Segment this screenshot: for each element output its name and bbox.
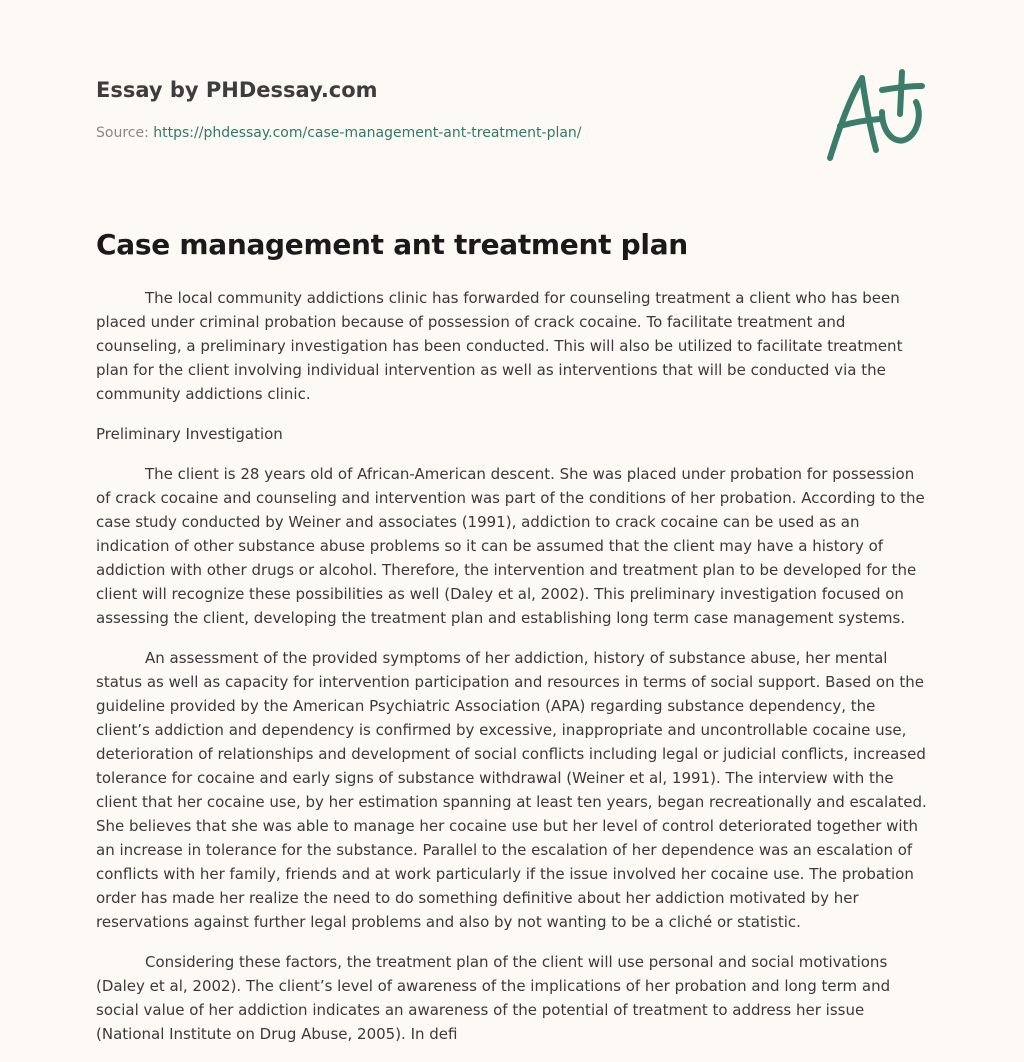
section-heading: Preliminary Investigation — [96, 425, 283, 443]
site-brand: Essay by PHDessay.com — [96, 78, 378, 102]
essay-title: Case management ant treatment plan — [96, 228, 688, 261]
source-label: Source: — [96, 125, 154, 141]
paragraph-client: The client is 28 years old of African-American descent. She was placed under probation for possession of crack cocaine and counseling and intervention was part of the conditions of her probation. According to the case study conducted by Weiner and associates (1991), addiction to crack cocaine can be used as an indication of other substance abuse problems so it can be assumed that the client may have a history of addiction with other drugs or alcohol. Therefore, the intervention and treatment plan to be developed for the client will recognize these possibilities as well (Daley et al, 2002). This preliminary investigation focused on assessing the client, developing the treatment plan and establishing long term case management systems. — [96, 465, 925, 627]
source-link[interactable]: https://phdessay.com/case-management-ant-treatment-plan/ — [153, 125, 582, 141]
a-plus-logo-icon — [820, 66, 930, 166]
paragraph-assessment: An assessment of the provided symptoms of her addiction, history of substance abuse, her mental status as well as capacity for intervention participation and resources in terms of social support. Based on the guideline provided by the American Psychiatric Association (APA) regarding substance dependency, the client’s addiction and dependency is confirmed by excessive, inappropriate and uncontrollable cocaine use, deterioration of relationships and development of social conflicts including legal or judicial conflicts, increased tolerance for cocaine and early signs of substance withdrawal (Weiner et al, 1991). The interview with the client that her cocaine use, by her estimation spanning at least ten years, began recreationally and escalated. She believes that she was able to manage her cocaine use but her level of control deteriorated together with an increase in tolerance for the substance. Parallel to the escalation of her dependence was an escalation of conflicts with her family, friends and at work particularly if the issue involved her cocaine use. The probation order has made her realize the need to do something definitive about her addiction motivated by her reservations against further legal problems and also by not wanting to be a cliché or statistic. — [96, 649, 927, 931]
paragraph-intro: The local community addictions clinic has forwarded for counseling treatment a client who has been placed under criminal probation because of possession of crack cocaine. To facilitate treatment and counseling, a preliminary investigation has been conducted. This will also be utilized to facilitate treatment plan for the client involving individual intervention as well as interventions that will be conducted via the community addictions clinic. — [96, 289, 903, 403]
paragraph-treatment: Considering these factors, the treatment plan of the client will use personal and social motivations (Daley et al, 2002). The client’s level of awareness of the implications of her probation and long term and social value of her addiction indicates an awareness of the potential of treatment to address her issue (National Institute on Drug Abuse, 2005). In defi — [96, 953, 891, 1043]
essay-body — [96, 286, 928, 1062]
source-line — [96, 124, 582, 142]
